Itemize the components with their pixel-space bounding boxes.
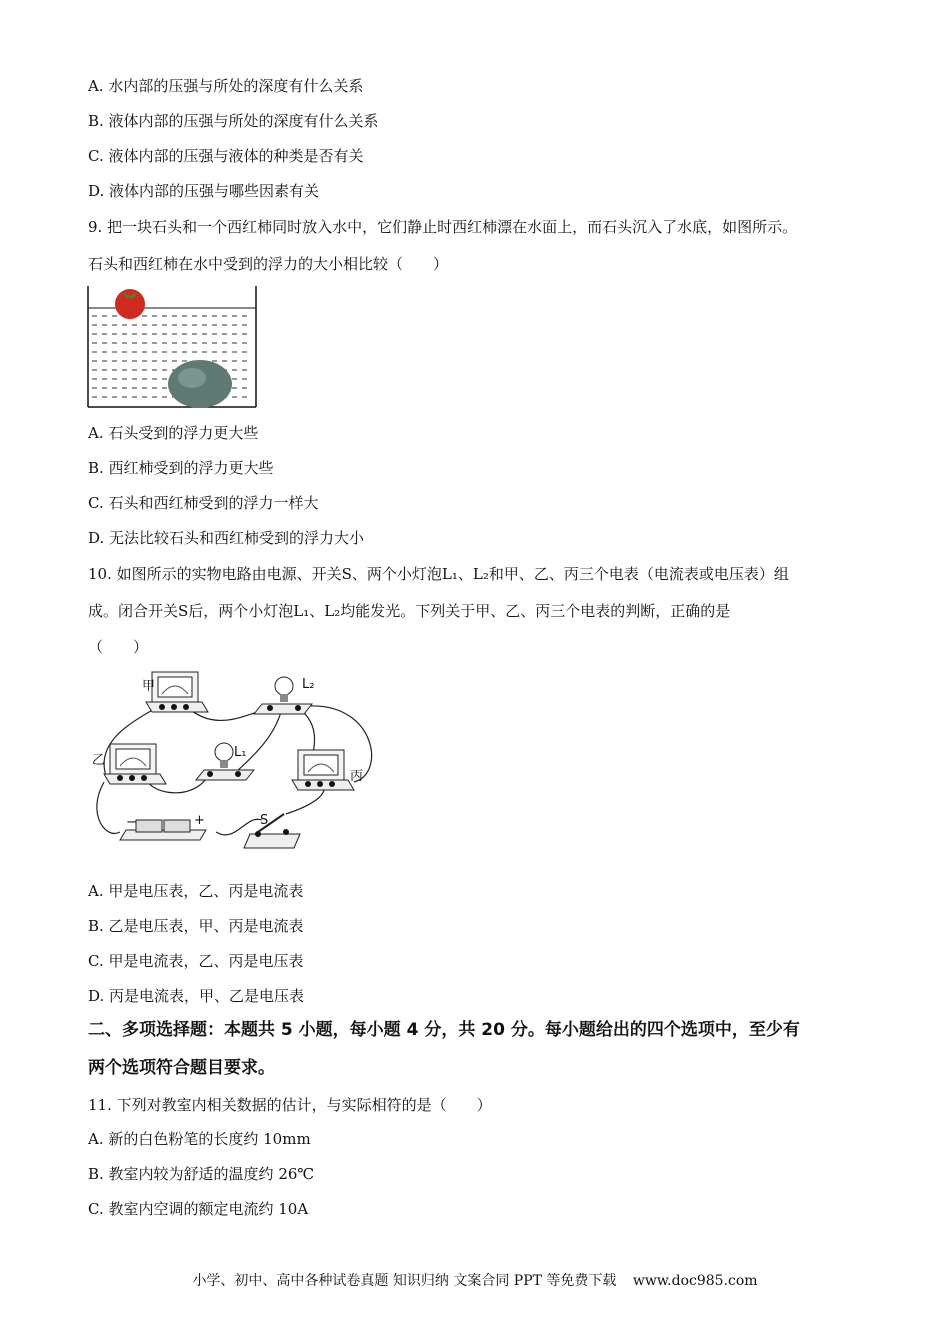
q11-option-b: B. 教室内较为舒适的温度约 26℃ (88, 1165, 315, 1183)
q10-option-d: D. 丙是电流表，甲、乙是电压表 (88, 987, 305, 1005)
q11-option-c: C. 教室内空调的额定电流约 10A (88, 1200, 309, 1218)
q11-option-a: A. 新的白色粉笔的长度约 10mm (88, 1130, 311, 1148)
meter-jia (146, 672, 208, 712)
line-option-a: A. 水内部的压强与所处的深度有什么关系 (88, 77, 364, 95)
q10-option-a: A. 甲是电压表，乙、丙是电流表 (88, 882, 304, 900)
circuit-figure (86, 664, 386, 858)
question-10-stem-2: 成。闭合开关S后，两个小灯泡L₁、L₂均能发光。下列关于甲、乙、丙三个电表的判断，正确的是 (88, 602, 731, 620)
line-option-c: C. 液体内部的压强与液体的种类是否有关 (88, 147, 364, 165)
switch-s (244, 814, 300, 848)
q9-option-d: D. 无法比较石头和西红柿受到的浮力大小 (88, 529, 365, 547)
q9-option-c: C. 石头和西红柿受到的浮力一样大 (88, 494, 319, 512)
question-10-bracket: （ ） (88, 638, 149, 656)
meter-bing (292, 750, 354, 790)
battery-minus: − (126, 815, 137, 830)
question-9-stem: 9. 把一块石头和一个西红柿同时放入水中，它们静止时西红柿漂在水面上，而石头沉入了水底，如图所示。 (88, 218, 798, 236)
line-option-b: B. 液体内部的压强与所处的深度有什么关系 (88, 112, 379, 130)
label-l2: L₂ (302, 677, 315, 692)
question-11-stem: 11. 下列对教室内相关数据的估计，与实际相符的是（ ） (88, 1096, 492, 1114)
page-footer (0, 1270, 950, 1290)
label-yi: 乙 (92, 753, 106, 768)
label-l1: L₁ (234, 745, 247, 760)
question-9-stem-2: 石头和西红柿在水中受到的浮力的大小相比较（ ） (88, 255, 449, 273)
section-2-heading: 二、多项选择题：本题共 5 小题，每小题 4 分，共 20 分。每小题给出的四个选项中，至少有 (88, 1020, 800, 1040)
question-10-stem: 10. 如图所示的实物电路由电源、开关S、两个小灯泡L₁、L₂和甲、乙、丙三个电表（电流表或电压表）组 (88, 565, 789, 583)
battery-plus: + (194, 813, 205, 828)
q9-option-a: A. 石头受到的浮力更大些 (88, 424, 259, 442)
label-bing: 丙 (350, 769, 364, 784)
label-s: S (260, 813, 269, 828)
tomato-shape (115, 289, 145, 319)
q10-option-c: C. 甲是电流表，乙、丙是电压表 (88, 952, 304, 970)
line-option-d: D. 液体内部的压强与哪些因素有关 (88, 182, 320, 200)
footer-text: 小学、初中、高中各种试卷真题 知识归纳 文案合同 PPT 等免费下载 (192, 1273, 617, 1289)
q10-option-b: B. 乙是电压表，甲、丙是电流表 (88, 917, 304, 935)
footer-url[interactable]: www.doc985.com (632, 1273, 758, 1289)
section-2-heading-2: 两个选项符合题目要求。 (88, 1058, 275, 1078)
buoyancy-figure (86, 284, 262, 410)
meter-yi (104, 744, 166, 784)
q9-option-b: B. 西红柿受到的浮力更大些 (88, 459, 274, 477)
label-jia: 甲 (142, 679, 156, 694)
